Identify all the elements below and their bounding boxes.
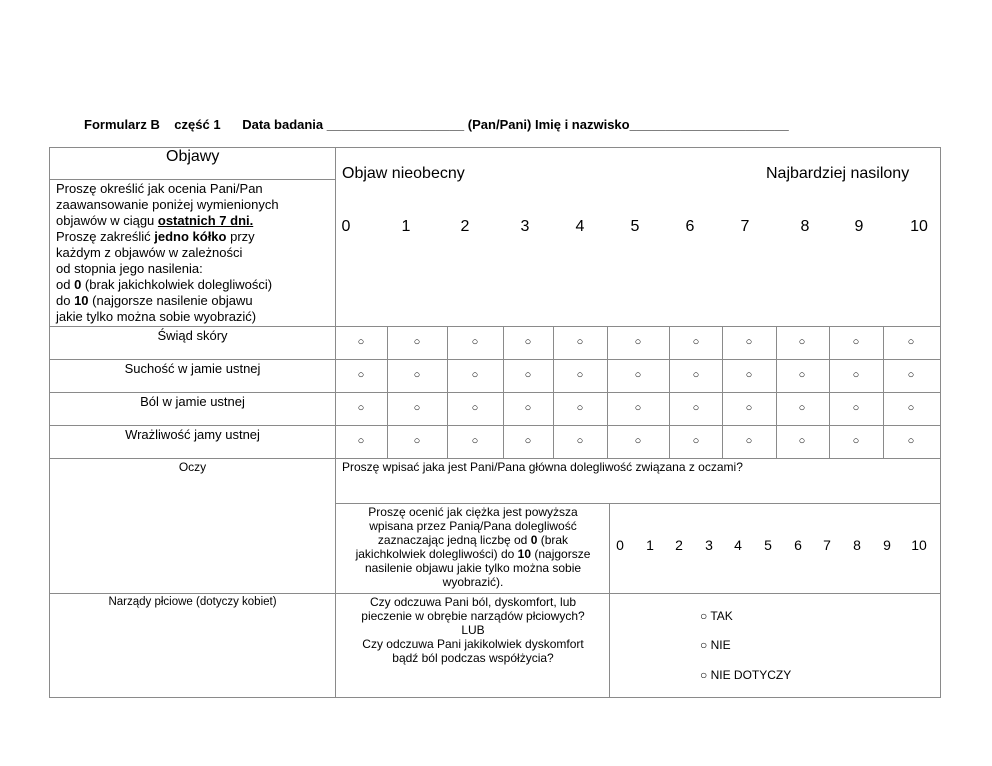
rating-circle[interactable]: ○ xyxy=(852,336,860,348)
rating-circle[interactable]: ○ xyxy=(852,402,860,414)
rating-circle[interactable]: ○ xyxy=(634,369,642,381)
scale-number: 8 xyxy=(800,218,810,235)
rating-circle[interactable]: ○ xyxy=(634,336,642,348)
rating-circle[interactable]: ○ xyxy=(798,435,806,447)
rating-circle[interactable]: ○ xyxy=(692,369,700,381)
scale-number: 4 xyxy=(575,218,585,235)
eyes-rate-instructions: Proszę ocenić jak ciężka jest powyższa wpisana przez Panią/Pana dolegliwość zaznaczając jedną liczbę od 0 (brak jakichkolwiek dolegliwości) do 10 (najgorsze nasilenie objawu jakie tylko można sobie wyobrazić). xyxy=(355,505,591,589)
eyes-scale-number[interactable]: 2 xyxy=(675,537,683,553)
genitals-label: Narządy płciowe (dotyczy kobiet) xyxy=(108,596,277,608)
scale-number: 10 xyxy=(910,218,928,235)
form-part: część 1 xyxy=(174,117,221,132)
eyes-question: Proszę wpisać jaka jest Pani/Pana główna dolegliwość związana z oczami? xyxy=(342,460,743,474)
scale-number: 7 xyxy=(740,218,750,235)
rating-circle[interactable]: ○ xyxy=(907,402,915,414)
eyes-scale-number[interactable]: 9 xyxy=(883,537,891,553)
eyes-scale-number[interactable]: 3 xyxy=(705,537,713,553)
rating-circle[interactable]: ○ xyxy=(413,402,421,414)
rating-circle[interactable]: ○ xyxy=(576,369,584,381)
symptom-label: Ból w jamie ustnej xyxy=(140,394,245,409)
rating-circle[interactable]: ○ xyxy=(745,369,753,381)
rating-circle[interactable]: ○ xyxy=(907,369,915,381)
eyes-scale-number[interactable]: 7 xyxy=(823,537,831,553)
rating-circle[interactable]: ○ xyxy=(471,369,479,381)
rating-circle[interactable]: ○ xyxy=(852,369,860,381)
scale-low-label: Objaw nieobecny xyxy=(342,165,465,182)
rating-circle[interactable]: ○ xyxy=(471,435,479,447)
rating-circle[interactable]: ○ xyxy=(634,402,642,414)
option-tak[interactable]: ○ TAK xyxy=(700,609,733,623)
scale-number: 0 xyxy=(341,218,351,235)
rating-circle[interactable]: ○ xyxy=(634,435,642,447)
eyes-scale-number[interactable]: 5 xyxy=(764,537,772,553)
eyes-label: Oczy xyxy=(178,460,207,474)
rating-circle[interactable]: ○ xyxy=(745,336,753,348)
date-blank[interactable]: ___________________ xyxy=(326,117,465,132)
rating-circle[interactable]: ○ xyxy=(357,336,365,348)
form-header xyxy=(84,117,789,132)
genitals-question: Czy odczuwa Pani ból, dyskomfort, lub pieczenie w obrębie narządów płciowych? LUB Czy odczuwa Pani jakikolwiek dyskomfort bądź ból podczas współżycia? xyxy=(361,595,585,665)
option-nie-dotyczy[interactable]: ○ NIE DOTYCZY xyxy=(700,668,792,682)
rating-circle[interactable]: ○ xyxy=(357,435,365,447)
name-label: (Pan/Pani) Imię i nazwisko xyxy=(467,117,630,132)
rating-circle[interactable]: ○ xyxy=(576,435,584,447)
rating-circle[interactable]: ○ xyxy=(745,402,753,414)
rating-circle[interactable]: ○ xyxy=(692,402,700,414)
scale-number: 1 xyxy=(401,218,411,235)
rating-circle[interactable]: ○ xyxy=(413,435,421,447)
eyes-scale-number[interactable]: 10 xyxy=(911,537,927,553)
instructions-text: Proszę określić jak ocenia Pani/Pan zaawansowanie poniżej wymienionych objawów w ciągu ostatnich 7 dni. Proszę zakreślić jedno kółko przy każdym z objawów w zależności od stopnia jego nasilenia: od 0 (brak jakichkolwiek dolegliwości) do 10 (najgorsze nasilenie objawu jakie tylko można sobie wyobrazić) xyxy=(56,181,279,324)
eyes-scale-number[interactable]: 4 xyxy=(734,537,742,553)
rating-circle[interactable]: ○ xyxy=(692,336,700,348)
scale-number: 5 xyxy=(630,218,640,235)
rating-circle[interactable]: ○ xyxy=(413,369,421,381)
scale-number: 2 xyxy=(460,218,470,235)
rating-circle[interactable]: ○ xyxy=(471,336,479,348)
eyes-scale-number[interactable]: 8 xyxy=(853,537,861,553)
form-name: Formularz B xyxy=(84,117,160,132)
symptom-label: Suchość w jamie ustnej xyxy=(124,361,261,376)
scale-number: 6 xyxy=(685,218,695,235)
eyes-scale-number[interactable]: 0 xyxy=(616,537,624,553)
scale-number: 3 xyxy=(520,218,530,235)
rating-circle[interactable]: ○ xyxy=(413,336,421,348)
rating-circle[interactable]: ○ xyxy=(357,369,365,381)
rating-circle[interactable]: ○ xyxy=(524,369,532,381)
rating-circle[interactable]: ○ xyxy=(524,402,532,414)
rating-circle[interactable]: ○ xyxy=(798,402,806,414)
date-label: Data badania xyxy=(242,117,324,132)
rating-circle[interactable]: ○ xyxy=(907,336,915,348)
rating-circle[interactable]: ○ xyxy=(745,435,753,447)
rating-circle[interactable]: ○ xyxy=(524,336,532,348)
option-nie[interactable]: ○ NIE xyxy=(700,638,731,652)
scale-high-label: Najbardziej nasilony xyxy=(766,165,910,182)
scale-number: 9 xyxy=(854,218,864,235)
symptom-label: Wrażliwość jamy ustnej xyxy=(125,427,260,442)
symptoms-title: Objawy xyxy=(166,148,220,165)
rating-circle[interactable]: ○ xyxy=(692,435,700,447)
eyes-scale-number[interactable]: 6 xyxy=(794,537,802,553)
rating-circle[interactable]: ○ xyxy=(852,435,860,447)
rating-circle[interactable]: ○ xyxy=(576,336,584,348)
rating-circle[interactable]: ○ xyxy=(798,336,806,348)
rating-circle[interactable]: ○ xyxy=(798,369,806,381)
rating-circle[interactable]: ○ xyxy=(524,435,532,447)
rating-circle[interactable]: ○ xyxy=(471,402,479,414)
rating-circle[interactable]: ○ xyxy=(907,435,915,447)
eyes-scale-number[interactable]: 1 xyxy=(646,537,654,553)
symptom-label: Świąd skóry xyxy=(157,328,228,343)
rating-circle[interactable]: ○ xyxy=(357,402,365,414)
rating-circle[interactable]: ○ xyxy=(576,402,584,414)
name-blank[interactable]: ______________________ xyxy=(629,117,789,132)
